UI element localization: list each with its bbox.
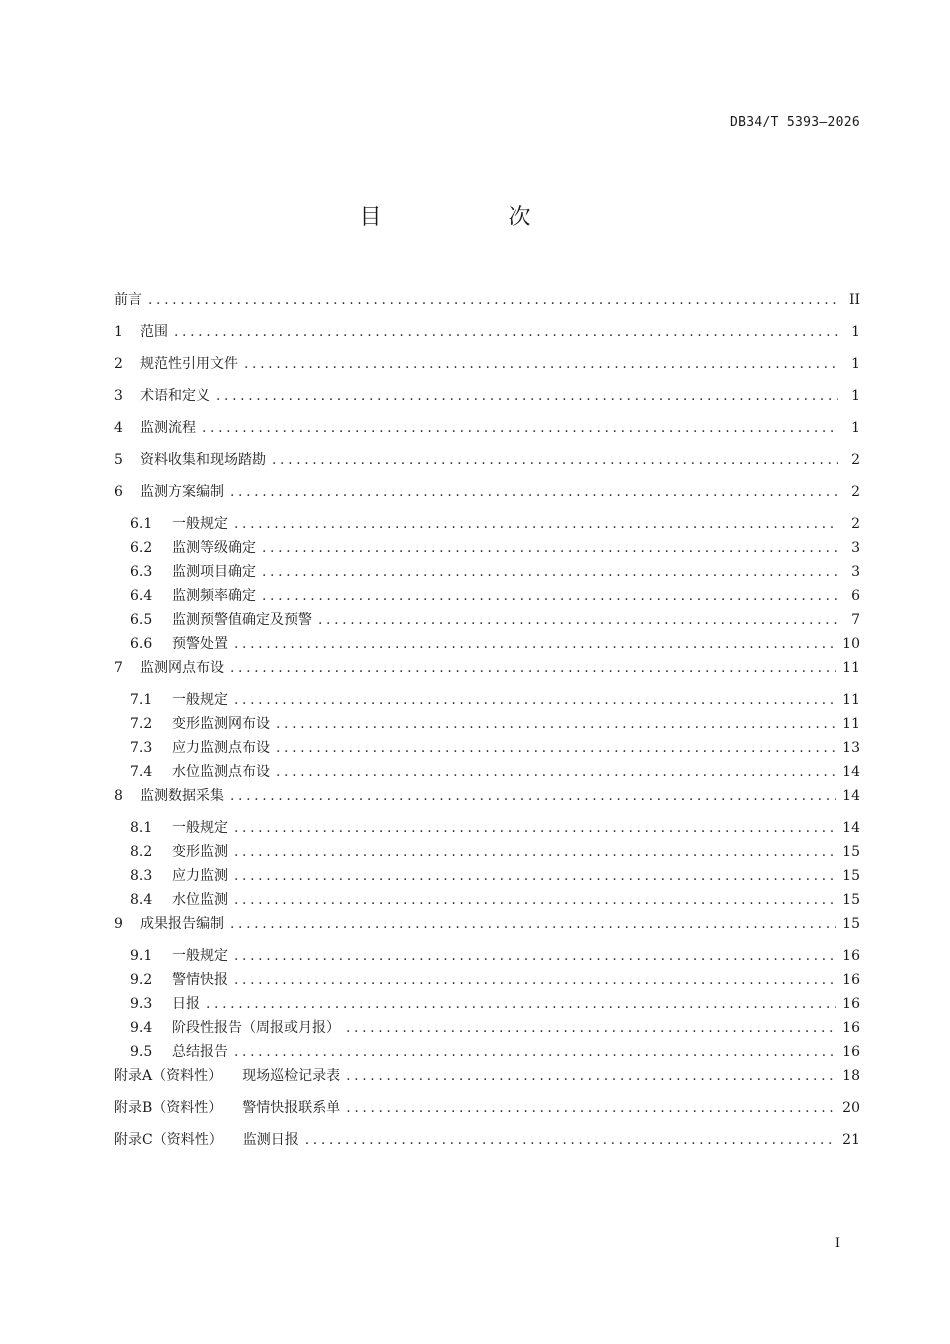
toc-entry-page: 16 (842, 1044, 860, 1060)
toc-entry-label: 一般规定 (172, 820, 228, 836)
toc-entry-number: 7.1 (130, 692, 153, 708)
toc-entry-number: 9 (114, 916, 123, 932)
toc-entry-label: 日报 (172, 996, 200, 1012)
toc-entry[interactable] (114, 418, 860, 450)
toc-entry-number: 8.2 (130, 844, 153, 860)
toc-leader-dots (234, 690, 836, 710)
toc-entry-number: 6.5 (130, 612, 153, 628)
toc-leader-dots (234, 514, 838, 534)
toc-leader-dots (276, 762, 836, 782)
toc-entry-label: 监测方案编制 (140, 484, 224, 500)
toc-entry-number: 6.4 (130, 588, 153, 604)
toc-leader-dots (234, 842, 836, 862)
toc-entry-page: 15 (842, 916, 860, 932)
toc-leader-dots (234, 1042, 836, 1062)
toc-entry-number: 7.3 (130, 740, 153, 756)
table-of-contents (114, 290, 860, 1162)
toc-leader-dots (216, 386, 838, 406)
toc-leader-dots (234, 866, 836, 886)
toc-entry-page: 10 (842, 636, 860, 652)
toc-entry-page: 13 (842, 740, 860, 756)
toc-entry-label: 监测预警值确定及预警 (172, 612, 312, 628)
toc-entry-label: 阶段性报告（周报或月报） (172, 1020, 340, 1036)
toc-entry-number: 9.2 (130, 972, 153, 988)
toc-entry[interactable] (114, 762, 860, 786)
toc-entry-page: 2 (851, 484, 860, 500)
toc-entry-label: 资料收集和现场踏勘 (140, 452, 266, 468)
toc-entry-number: 7.4 (130, 764, 153, 780)
toc-leader-dots (276, 714, 836, 734)
toc-entry-label: 应力监测点布设 (172, 740, 270, 756)
toc-leader-dots (262, 586, 838, 606)
toc-entry-number: 6 (114, 484, 123, 500)
toc-entry-number: 7 (114, 660, 123, 676)
toc-entry[interactable] (114, 450, 860, 482)
toc-entry-page: 2 (851, 452, 860, 468)
toc-leader-dots (174, 322, 838, 342)
toc-entry-label: 监测流程 (140, 420, 196, 436)
toc-entry-number: 9.4 (130, 1020, 153, 1036)
toc-entry-page: 14 (842, 788, 860, 804)
toc-entry-number: 8.4 (130, 892, 153, 908)
toc-entry[interactable] (114, 1098, 860, 1130)
toc-entry-number: 8 (114, 788, 123, 804)
toc-entry-number: 6.3 (130, 564, 153, 580)
toc-entry-label: 应力监测 (172, 868, 228, 884)
toc-leader-dots (234, 946, 836, 966)
toc-entry[interactable] (114, 482, 860, 514)
toc-entry[interactable] (114, 386, 860, 418)
toc-entry-number: 4 (114, 420, 123, 436)
toc-entry-page: 1 (851, 356, 860, 372)
toc-entry-label: 变形监测 (172, 844, 228, 860)
toc-entry-page: 20 (842, 1100, 860, 1116)
toc-entry-label: 一般规定 (172, 948, 228, 964)
toc-appendix-label: 附录A（资料性） (114, 1068, 223, 1084)
toc-entry[interactable] (114, 586, 860, 610)
toc-entry-label: 水位监测点布设 (172, 764, 270, 780)
toc-entry-page: 18 (842, 1068, 860, 1084)
toc-entry-number: 6.6 (130, 636, 153, 652)
toc-entry-page: 2 (851, 516, 860, 532)
toc-entry-page: 16 (842, 1020, 860, 1036)
toc-leader-dots (202, 418, 838, 438)
toc-entry-label: 现场巡检记录表 (242, 1068, 341, 1084)
toc-entry-label: 变形监测网布设 (172, 716, 270, 732)
toc-entry[interactable] (114, 738, 860, 762)
toc-entry-page: 16 (842, 948, 860, 964)
toc-entry[interactable] (114, 890, 860, 914)
doc-code: DB34/T 5393—2026 (729, 115, 860, 130)
toc-entry[interactable] (114, 354, 860, 386)
footer-page-number: I (834, 1236, 840, 1251)
toc-entry[interactable] (114, 322, 860, 354)
toc-entry-number: 1 (114, 324, 123, 340)
toc-entry-page: 21 (842, 1132, 860, 1148)
toc-leader-dots (305, 1130, 836, 1150)
toc-entry-label: 警情快报 (172, 972, 228, 988)
toc-entry[interactable] (114, 818, 860, 842)
toc-entry-page: 16 (842, 996, 860, 1012)
toc-appendix-label: 附录C（资料性） (114, 1132, 223, 1148)
toc-entry-label: 监测日报 (242, 1132, 299, 1148)
toc-entry-page: 11 (842, 660, 860, 676)
toc-leader-dots (244, 354, 838, 374)
toc-entry[interactable] (114, 658, 860, 690)
toc-entry-number: 9.3 (130, 996, 153, 1012)
toc-entry-number: 8.1 (130, 820, 153, 836)
toc-entry[interactable] (114, 634, 860, 658)
toc-entry-number: 2 (114, 356, 123, 372)
toc-entry-number: 6.2 (130, 540, 153, 556)
toc-entry-label: 警情快报联系单 (242, 1100, 341, 1116)
toc-entry-label: 监测数据采集 (140, 788, 224, 804)
toc-leader-dots (346, 1098, 836, 1118)
toc-leader-dots (230, 786, 836, 806)
toc-entry-page: 3 (851, 564, 860, 580)
toc-entry[interactable] (114, 946, 860, 970)
toc-entry-page: 1 (851, 388, 860, 404)
toc-entry[interactable] (114, 842, 860, 866)
toc-entry-number: 6.1 (130, 516, 153, 532)
toc-entry-page: 11 (842, 716, 860, 732)
toc-entry-page: 1 (851, 324, 860, 340)
toc-entry-number: 3 (114, 388, 123, 404)
toc-entry[interactable] (114, 994, 860, 1018)
toc-leader-dots (230, 482, 838, 502)
toc-entry-label: 前言 (114, 292, 142, 308)
toc-entry-label: 监测频率确定 (172, 588, 256, 604)
toc-entry-page: 6 (851, 588, 860, 604)
toc-entry-label: 监测网点布设 (140, 660, 224, 676)
toc-leader-dots (276, 738, 836, 758)
toc-entry[interactable] (114, 1066, 860, 1098)
toc-entry[interactable] (114, 690, 860, 714)
toc-leader-dots (230, 658, 836, 678)
toc-leader-dots (262, 562, 838, 582)
toc-entry-page: 1 (851, 420, 860, 436)
toc-entry-number: 5 (114, 452, 123, 468)
toc-entry-number: 9.1 (130, 948, 153, 964)
toc-entry-page: 15 (842, 844, 860, 860)
toc-leader-dots (346, 1018, 836, 1038)
toc-leader-dots (262, 538, 838, 558)
toc-entry-label: 规范性引用文件 (140, 356, 238, 372)
toc-entry-page: 7 (851, 612, 860, 628)
toc-leader-dots (346, 1066, 836, 1086)
toc-leader-dots (148, 290, 838, 310)
toc-entry[interactable] (114, 866, 860, 890)
toc-entry-page: 14 (842, 764, 860, 780)
toc-entry-number: 9.5 (130, 1044, 153, 1060)
toc-entry[interactable] (114, 1042, 860, 1066)
toc-entry-label: 术语和定义 (140, 388, 210, 404)
toc-entry[interactable] (114, 714, 860, 738)
toc-entry[interactable] (114, 514, 860, 538)
toc-entry-label: 监测等级确定 (172, 540, 256, 556)
toc-entry-page: 16 (842, 972, 860, 988)
toc-entry[interactable] (114, 538, 860, 562)
toc-entry-label: 水位监测 (172, 892, 228, 908)
toc-leader-dots (206, 994, 836, 1014)
toc-entry[interactable] (114, 914, 860, 946)
toc-entry[interactable] (114, 1130, 860, 1162)
toc-entry-number: 8.3 (130, 868, 153, 884)
toc-entry[interactable] (114, 786, 860, 818)
toc-entry[interactable] (114, 610, 860, 634)
toc-leader-dots (234, 634, 836, 654)
toc-entry-label: 总结报告 (172, 1044, 228, 1060)
toc-leader-dots (234, 890, 836, 910)
toc-entry-page: 11 (842, 692, 860, 708)
toc-entry-page: 15 (842, 868, 860, 884)
toc-entry-page: 15 (842, 892, 860, 908)
toc-leader-dots (234, 970, 836, 990)
page-title: 目 次 (359, 205, 591, 230)
toc-entry-label: 范围 (140, 324, 168, 340)
toc-entry[interactable] (114, 562, 860, 586)
toc-leader-dots (234, 818, 836, 838)
toc-entry-page: II (848, 292, 860, 308)
toc-entry-page: 3 (851, 540, 860, 556)
toc-entry[interactable] (114, 970, 860, 994)
toc-entry-label: 预警处置 (172, 636, 228, 652)
toc-entry[interactable] (114, 290, 860, 322)
toc-entry-label: 一般规定 (172, 516, 228, 532)
toc-entry[interactable] (114, 1018, 860, 1042)
toc-entry-number: 7.2 (130, 716, 153, 732)
toc-leader-dots (230, 914, 836, 934)
toc-appendix-label: 附录B（资料性） (114, 1100, 223, 1116)
toc-leader-dots (272, 450, 838, 470)
toc-entry-label: 监测项目确定 (172, 564, 256, 580)
toc-entry-label: 一般规定 (172, 692, 228, 708)
toc-leader-dots (318, 610, 838, 630)
toc-entry-page: 14 (842, 820, 860, 836)
toc-entry-label: 成果报告编制 (140, 916, 224, 932)
